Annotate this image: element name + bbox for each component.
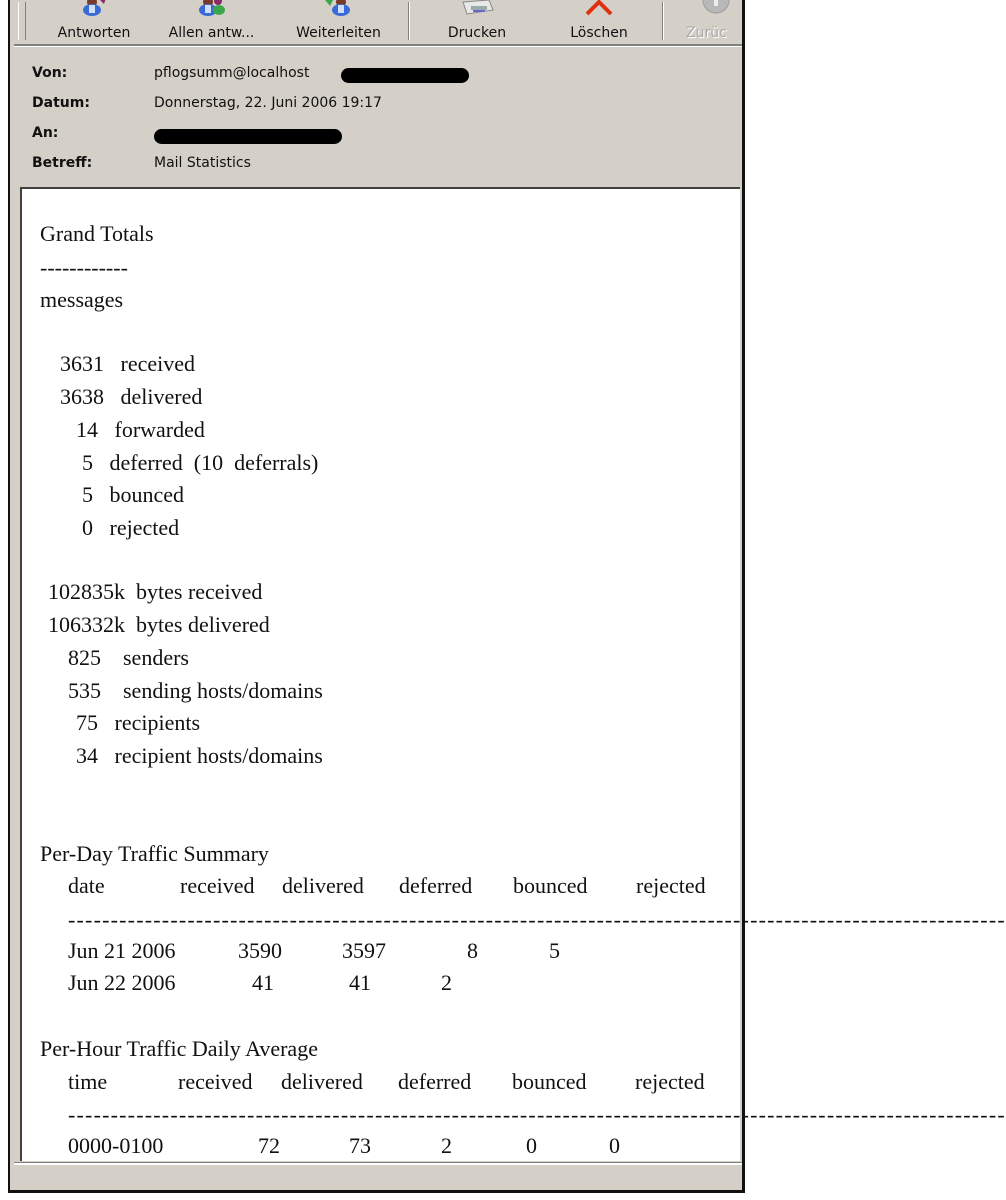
table-rule: --------------------------------------------------------------------------------------------------------------	[68, 907, 1006, 932]
messages-heading: messages	[40, 287, 124, 312]
back-button[interactable]: Zurüc	[676, 0, 756, 44]
table-rule: --------------------------------------------------------------------------------------------------------------	[68, 1102, 1006, 1127]
column-header: bounced	[513, 873, 588, 898]
column-header: deferred	[398, 1069, 472, 1094]
delete-button[interactable]: Löschen	[544, 0, 654, 44]
column-header: rejected	[636, 873, 706, 898]
print-button[interactable]: Drucken	[422, 0, 532, 44]
message-body: Grand Totals ------------ messages 3631 received 3638 delivered 14 forwarded 5 deferred (10 deferrals) 5 bounced 0 rejected 102835k bytes received 106332k bytes delivered 825 senders 535 sending hosts/domains 75 recipients 34 recipient hosts/domains Per-Day Traffic Summary date received delivered deferred bounced rejected -------------------------------------------------------------------------------------------------------------- Jun 21 2006 3590 3597 8 5 Jun 22 2006 41 41 2 Per-Hour Traffic Daily Average time received delivered deferred bounced rejected -------------------------------------------------------------------------------------------------------------- 0000-0100 72 73 2 0 0	[20, 187, 740, 1161]
forward-button[interactable]: Weiterleiten	[276, 0, 401, 44]
reply-icon	[80, 0, 108, 16]
horizontal-scrollbar[interactable]	[14, 1163, 742, 1189]
mail-window	[8, 0, 1006, 1193]
column-header: delivered	[281, 1069, 363, 1094]
toolbar	[14, 0, 742, 46]
from-address[interactable]: pflogsumm@localhost	[154, 65, 310, 81]
stat-line: 14 forwarded	[76, 417, 205, 442]
back-icon	[701, 0, 731, 16]
forward-icon	[323, 0, 355, 16]
reply-all-button[interactable]: Allen antw...	[154, 0, 269, 44]
stat-line: 34 recipient hosts/domains	[76, 743, 323, 768]
column-header: deferred	[399, 873, 473, 898]
printer-icon	[457, 0, 497, 16]
redacted-to	[154, 129, 342, 144]
column-header: rejected	[635, 1069, 705, 1094]
stat-line: 825 senders	[68, 645, 189, 670]
column-header: received	[178, 1069, 253, 1094]
title-rule: ------------	[40, 255, 128, 280]
column-header: bounced	[512, 1069, 587, 1094]
message-header: Von: pflogsumm@localhost Datum: Donnerstag, 22. Juni 2006 19:17 An: Betreff: Mail Statistics	[14, 52, 742, 182]
section-title: Grand Totals	[40, 221, 154, 246]
column-header: date	[68, 873, 105, 898]
delete-icon	[579, 0, 619, 16]
column-header: delivered	[282, 873, 364, 898]
per-day-title: Per-Day Traffic Summary	[40, 841, 269, 866]
column-header: time	[68, 1069, 108, 1094]
stat-line: 106332k bytes delivered	[48, 612, 270, 637]
stat-line: 535 sending hosts/domains	[68, 678, 323, 703]
stat-line: 3638 delivered	[60, 384, 203, 409]
column-header: received	[180, 873, 255, 898]
stat-line: 75 recipients	[76, 710, 201, 735]
toolbar-separator	[408, 2, 410, 40]
stat-line: 5 deferred (10 deferrals)	[82, 450, 319, 475]
redacted-from	[341, 68, 469, 83]
toolbar-grip[interactable]	[18, 2, 26, 40]
stat-line: 102835k bytes received	[48, 579, 263, 604]
reply-button[interactable]: Antworten	[44, 0, 144, 44]
stat-line: 3631 received	[60, 351, 195, 376]
reply-all-icon	[196, 0, 228, 16]
per-hour-title: Per-Hour Traffic Daily Average	[40, 1036, 318, 1061]
stat-line: 5 bounced	[82, 482, 185, 507]
stat-line: 0 rejected	[82, 515, 180, 540]
toolbar-separator	[662, 2, 664, 40]
